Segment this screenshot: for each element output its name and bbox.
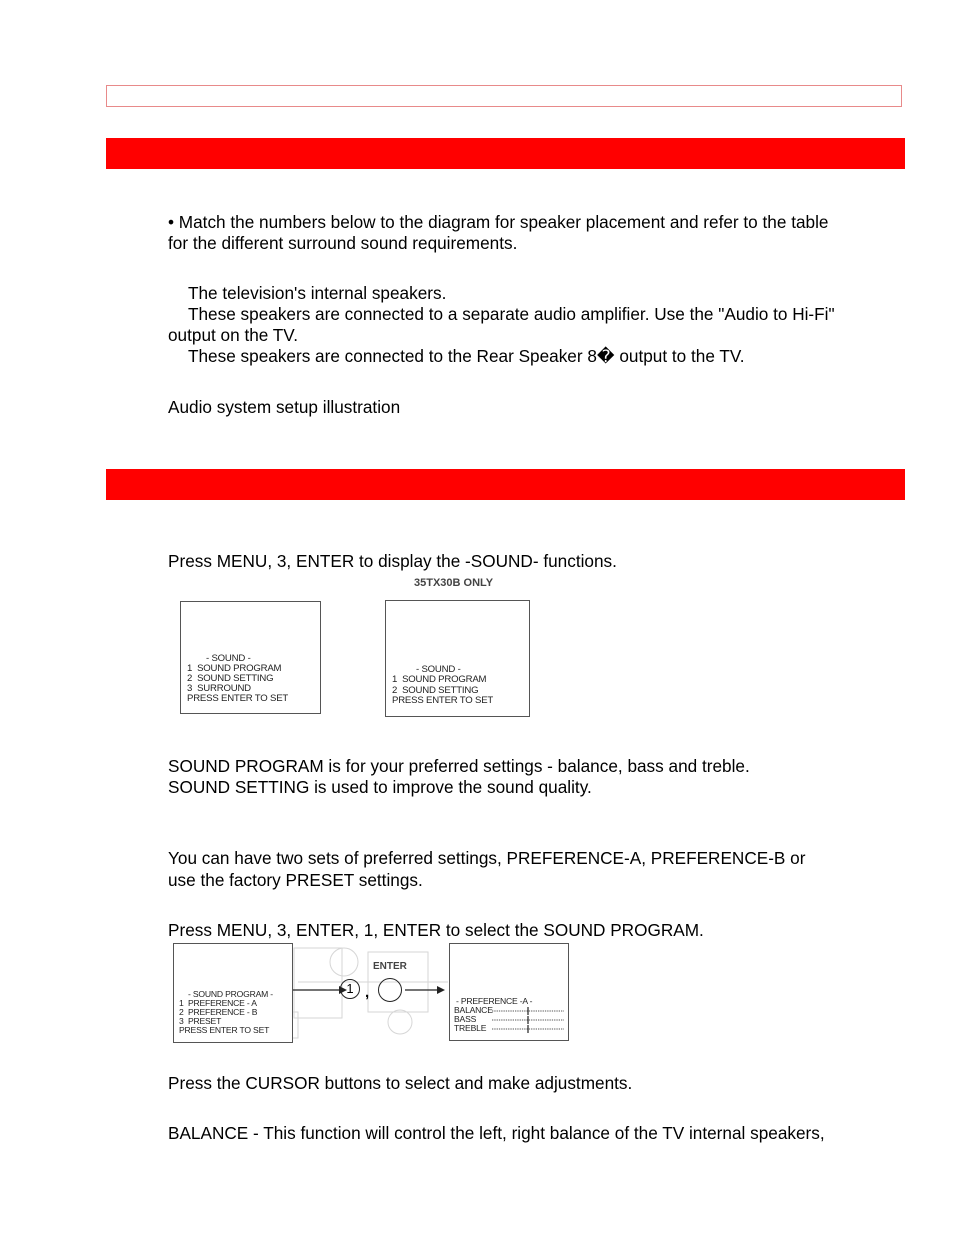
speaker-item-2-cont: output on the TV. — [168, 325, 298, 345]
step-number: 1 — [346, 981, 354, 996]
screen-line: PRESS ENTER TO SET — [179, 1025, 270, 1035]
sound-menu-screen-left — [180, 601, 321, 714]
program-screen-right — [449, 943, 569, 1041]
step-one-circle-icon — [340, 979, 360, 999]
screen-title: - SOUND - — [416, 664, 461, 675]
model-label: 35TX30B ONLY — [414, 577, 494, 589]
speaker-item-2: These speakers are connected to a separate audio amplifier. Use the "Audio to Hi-Fi" — [188, 304, 835, 324]
screen-line: BASS — [454, 1014, 477, 1024]
screen-line: 3 PRESET — [179, 1016, 222, 1026]
screen-line: 2 SOUND SETTING — [187, 673, 274, 684]
section-bar-speaker-placement — [106, 138, 905, 169]
illustration-caption: Audio system setup illustration — [168, 397, 401, 417]
screen-line: BALANCE — [454, 1005, 493, 1015]
screen-line: 1 SOUND PROGRAM — [392, 674, 487, 685]
screen-line: TREBLE — [454, 1023, 487, 1033]
preferences-line-1: You can have two sets of preferred settings, PREFERENCE-A, PREFERENCE-B or — [168, 848, 806, 868]
screen-line: 2 PREFERENCE - B — [179, 1007, 258, 1017]
sound-menu-screen-right — [385, 600, 530, 717]
comma-separator: , — [365, 984, 370, 1001]
screen-line: PRESS ENTER TO SET — [187, 693, 289, 704]
preferences-line-2: use the factory PRESET settings. — [168, 870, 423, 890]
arrow-to-enter — [293, 978, 453, 1002]
screen-line: 1 PREFERENCE - A — [179, 998, 257, 1008]
screen-line: 3 SURROUND — [187, 683, 251, 694]
screen-title: - SOUND - — [206, 653, 251, 664]
sound-menu-instruction: Press MENU, 3, ENTER to display the -SOUND- functions. — [168, 551, 617, 571]
screen-line: 2 SOUND SETTING — [392, 685, 479, 696]
explain-line-1: SOUND PROGRAM is for your preferred settings - balance, bass and treble. — [168, 756, 750, 776]
header-box — [106, 85, 902, 107]
enter-button-icon — [378, 978, 402, 1002]
balance-description: BALANCE - This function will control the left, right balance of the TV internal speakers, — [168, 1123, 825, 1143]
section-bar-sound — [106, 469, 905, 500]
level-scales — [492, 1007, 564, 1037]
intro-line-1: • Match the numbers below to the diagram for speaker placement and refer to the table — [168, 212, 829, 232]
screen-title: - SOUND PROGRAM - — [188, 989, 273, 999]
intro-line-2: for the different surround sound requirements. — [168, 233, 518, 253]
speaker-item-3: These speakers are connected to the Rear Speaker 8� output to the TV. — [188, 346, 745, 366]
sound-program-diagram — [168, 942, 572, 1045]
speaker-item-1: The television's internal speakers. — [188, 283, 447, 303]
screen-line: PRESS ENTER TO SET — [392, 695, 494, 706]
program-instruction: Press MENU, 3, ENTER, 1, ENTER to select the SOUND PROGRAM. — [168, 920, 704, 940]
screen-title: - PREFERENCE -A - — [456, 996, 533, 1006]
screen-line: 1 SOUND PROGRAM — [187, 663, 282, 674]
cursor-instruction: Press the CURSOR buttons to select and make adjustments. — [168, 1073, 633, 1093]
program-screen-left — [173, 943, 293, 1043]
enter-label: ENTER — [373, 961, 407, 972]
explain-line-2: SOUND SETTING is used to improve the sound quality. — [168, 777, 592, 797]
